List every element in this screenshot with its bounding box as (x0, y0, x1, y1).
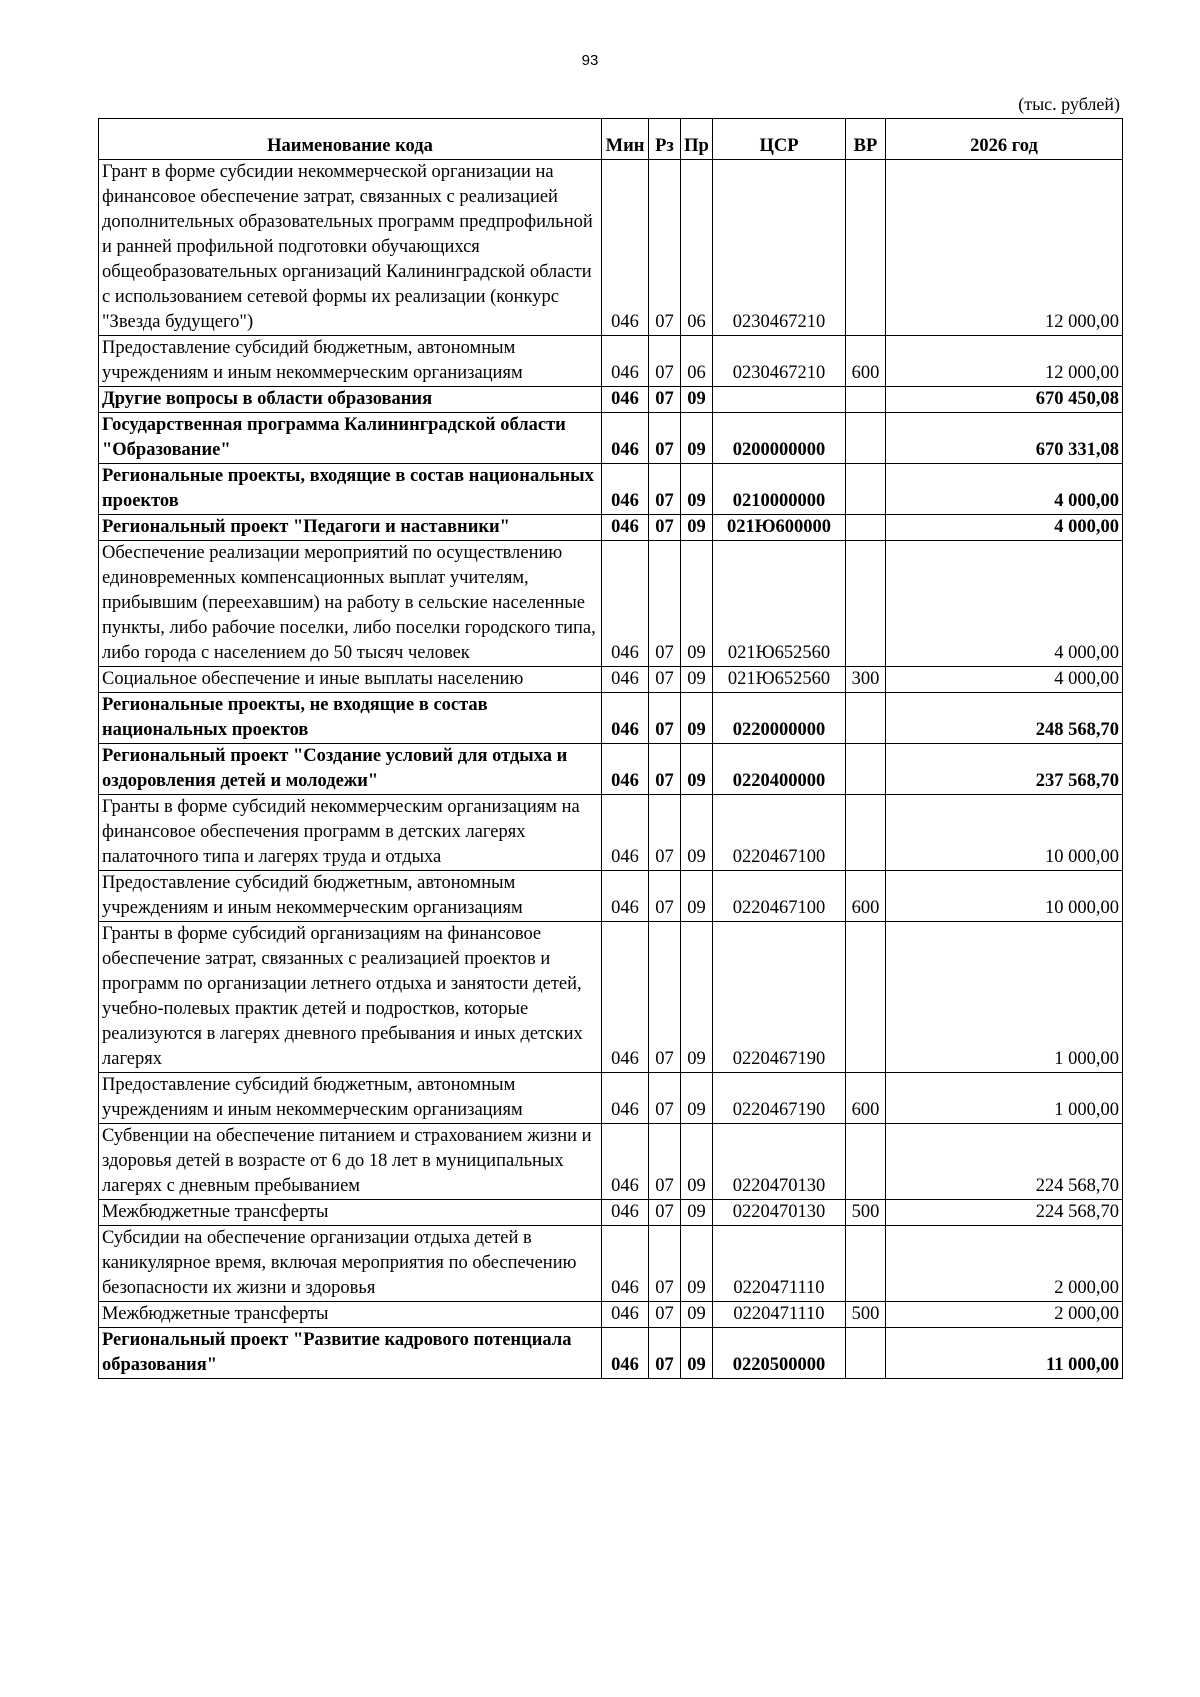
cell-rz: 07 (649, 1073, 681, 1124)
cell-vr (846, 1124, 886, 1200)
cell-pr: 09 (681, 1200, 713, 1226)
table-row (99, 464, 1123, 515)
cell-rz: 07 (649, 1124, 681, 1200)
cell-name: Социальное обеспечение и иные выплаты населению (99, 667, 602, 693)
cell-name: Предоставление субсидий бюджетным, автономным учреждениям и иным некоммерческим организациям (99, 336, 602, 387)
cell-name: Другие вопросы в области образования (99, 387, 602, 413)
cell-min: 046 (602, 336, 649, 387)
cell-min: 046 (602, 541, 649, 667)
cell-amount: 670 450,08 (886, 387, 1123, 413)
cell-min: 046 (602, 1200, 649, 1226)
cell-name: Региональные проекты, входящие в состав национальных проектов (99, 464, 602, 515)
cell-amount: 2 000,00 (886, 1302, 1123, 1328)
cell-pr: 09 (681, 413, 713, 464)
table-row (99, 693, 1123, 744)
cell-amount: 4 000,00 (886, 541, 1123, 667)
cell-vr: 500 (846, 1200, 886, 1226)
table-row (99, 1124, 1123, 1200)
cell-vr: 600 (846, 871, 886, 922)
cell-amount: 10 000,00 (886, 871, 1123, 922)
cell-name: Региональный проект "Педагоги и наставники" (99, 515, 602, 541)
cell-pr: 09 (681, 922, 713, 1073)
cell-amount: 11 000,00 (886, 1328, 1123, 1379)
cell-name: Предоставление субсидий бюджетным, автономным учреждениям и иным некоммерческим организациям (99, 1073, 602, 1124)
cell-csr: 0230467210 (713, 336, 846, 387)
cell-amount: 224 568,70 (886, 1200, 1123, 1226)
cell-csr: 0220470130 (713, 1124, 846, 1200)
cell-min: 046 (602, 871, 649, 922)
table-row (99, 871, 1123, 922)
cell-csr: 021Ю652560 (713, 541, 846, 667)
cell-name: Субсидии на обеспечение организации отдыха детей в каникулярное время, включая мероприятия по обеспечению безопасности их жизни и здоровья (99, 1226, 602, 1302)
cell-rz: 07 (649, 464, 681, 515)
cell-min: 046 (602, 1124, 649, 1200)
cell-amount: 237 568,70 (886, 744, 1123, 795)
cell-pr: 09 (681, 795, 713, 871)
cell-amount: 670 331,08 (886, 413, 1123, 464)
cell-csr: 0220000000 (713, 693, 846, 744)
cell-name: Государственная программа Калининградской области "Образование" (99, 413, 602, 464)
cell-pr: 09 (681, 667, 713, 693)
cell-csr: 0200000000 (713, 413, 846, 464)
cell-amount: 4 000,00 (886, 464, 1123, 515)
cell-csr: 0220471110 (713, 1226, 846, 1302)
cell-csr: 0220467100 (713, 795, 846, 871)
cell-name: Региональный проект "Развитие кадрового потенциала образования" (99, 1328, 602, 1379)
table-row (99, 515, 1123, 541)
cell-min: 046 (602, 464, 649, 515)
cell-amount: 1 000,00 (886, 1073, 1123, 1124)
cell-rz: 07 (649, 515, 681, 541)
cell-vr (846, 693, 886, 744)
cell-pr: 09 (681, 515, 713, 541)
cell-amount: 224 568,70 (886, 1124, 1123, 1200)
cell-rz: 07 (649, 744, 681, 795)
page-number: 93 (581, 52, 599, 69)
cell-vr: 600 (846, 1073, 886, 1124)
table-row (99, 1226, 1123, 1302)
cell-name: Грант в форме субсидии некоммерческой организации на финансовое обеспечение затрат, связанных с реализацией дополнительных образовательных программ предпрофильной и ранней профильной подготовки обучающихся общеобразовательных организаций Калининградской области с использованием сетевой формы их реализации (конкурс "Звезда будущего") (99, 160, 602, 336)
cell-amount: 1 000,00 (886, 922, 1123, 1073)
cell-name: Субвенции на обеспечение питанием и страхованием жизни и здоровья детей в возрасте от 6 до 18 лет в муниципальных лагерях с дневным пребыванием (99, 1124, 602, 1200)
cell-csr (713, 387, 846, 413)
cell-csr: 021Ю652560 (713, 667, 846, 693)
cell-rz: 07 (649, 1226, 681, 1302)
cell-name: Гранты в форме субсидий некоммерческим организациям на финансовое обеспечения программ в детских лагерях палаточного типа и лагерях труда и отдыха (99, 795, 602, 871)
cell-rz: 07 (649, 1302, 681, 1328)
cell-csr: 0220470130 (713, 1200, 846, 1226)
cell-rz: 07 (649, 922, 681, 1073)
cell-name: Межбюджетные трансферты (99, 1200, 602, 1226)
cell-vr: 500 (846, 1302, 886, 1328)
cell-rz: 07 (649, 387, 681, 413)
cell-csr: 0220500000 (713, 1328, 846, 1379)
cell-name: Региональные проекты, не входящие в состав национальных проектов (99, 693, 602, 744)
cell-rz: 07 (649, 336, 681, 387)
cell-pr: 09 (681, 1073, 713, 1124)
cell-vr (846, 541, 886, 667)
cell-vr (846, 744, 886, 795)
cell-min: 046 (602, 515, 649, 541)
cell-vr: 300 (846, 667, 886, 693)
cell-min: 046 (602, 1302, 649, 1328)
header-csr: ЦСР (713, 119, 846, 160)
cell-amount: 248 568,70 (886, 693, 1123, 744)
table-header-row (99, 119, 1123, 160)
cell-vr (846, 387, 886, 413)
cell-pr: 09 (681, 1328, 713, 1379)
cell-amount: 10 000,00 (886, 795, 1123, 871)
cell-amount: 12 000,00 (886, 336, 1123, 387)
table-row (99, 160, 1123, 336)
cell-amount: 4 000,00 (886, 515, 1123, 541)
cell-vr: 600 (846, 336, 886, 387)
units-label: (тыс. рублей) (1018, 94, 1120, 114)
cell-rz: 07 (649, 541, 681, 667)
cell-min: 046 (602, 693, 649, 744)
cell-vr (846, 464, 886, 515)
cell-pr: 09 (681, 1124, 713, 1200)
cell-vr (846, 795, 886, 871)
cell-vr (846, 1226, 886, 1302)
cell-pr: 06 (681, 160, 713, 336)
cell-rz: 07 (649, 160, 681, 336)
header-pr: Пр (681, 119, 713, 160)
table-row (99, 1200, 1123, 1226)
table-row (99, 795, 1123, 871)
cell-csr: 0220467190 (713, 922, 846, 1073)
table-row (99, 413, 1123, 464)
cell-min: 046 (602, 922, 649, 1073)
table-row (99, 667, 1123, 693)
cell-vr (846, 1328, 886, 1379)
table-row (99, 541, 1123, 667)
table-row (99, 1302, 1123, 1328)
cell-name: Межбюджетные трансферты (99, 1302, 602, 1328)
cell-pr: 09 (681, 464, 713, 515)
cell-amount: 4 000,00 (886, 667, 1123, 693)
cell-amount: 12 000,00 (886, 160, 1123, 336)
cell-name: Региональный проект "Создание условий для отдыха и оздоровления детей и молодежи" (99, 744, 602, 795)
cell-pr: 09 (681, 871, 713, 922)
cell-csr: 0220467100 (713, 871, 846, 922)
cell-csr: 021Ю600000 (713, 515, 846, 541)
header-amount: 2026 год (886, 119, 1123, 160)
cell-pr: 09 (681, 693, 713, 744)
cell-amount: 2 000,00 (886, 1226, 1123, 1302)
cell-pr: 09 (681, 387, 713, 413)
cell-csr: 0210000000 (713, 464, 846, 515)
cell-name: Обеспечение реализации мероприятий по осуществлению единовременных компенсационных выплат учителям, прибывшим (переехавшим) на работу в сельские населенные пункты, либо рабочие поселки, либо поселки городского типа, либо города с населением до 50 тысяч человек (99, 541, 602, 667)
cell-min: 046 (602, 413, 649, 464)
table-row (99, 922, 1123, 1073)
cell-min: 046 (602, 1073, 649, 1124)
table-row (99, 387, 1123, 413)
cell-rz: 07 (649, 693, 681, 744)
table-row (99, 1073, 1123, 1124)
cell-rz: 07 (649, 413, 681, 464)
cell-name: Гранты в форме субсидий организациям на финансовое обеспечение затрат, связанных с реализацией проектов и программ по организации летнего отдыха и занятости детей, учебно-полевых практик детей и подростков, которые реализуются в лагерях дневного пребывания и иных детских лагерях (99, 922, 602, 1073)
cell-vr (846, 160, 886, 336)
header-name: Наименование кода (99, 119, 602, 160)
cell-pr: 09 (681, 541, 713, 667)
cell-min: 046 (602, 744, 649, 795)
cell-pr: 09 (681, 744, 713, 795)
cell-min: 046 (602, 1328, 649, 1379)
header-rz: Рз (649, 119, 681, 160)
table-row (99, 1328, 1123, 1379)
cell-vr (846, 413, 886, 464)
cell-min: 046 (602, 1226, 649, 1302)
cell-csr: 0220471110 (713, 1302, 846, 1328)
cell-rz: 07 (649, 871, 681, 922)
header-vr: ВР (846, 119, 886, 160)
cell-vr (846, 515, 886, 541)
table-body (99, 160, 1123, 1379)
cell-rz: 07 (649, 667, 681, 693)
cell-min: 046 (602, 667, 649, 693)
cell-vr (846, 922, 886, 1073)
header-min: Мин (602, 119, 649, 160)
cell-min: 046 (602, 795, 649, 871)
cell-min: 046 (602, 160, 649, 336)
cell-rz: 07 (649, 1200, 681, 1226)
cell-pr: 09 (681, 1302, 713, 1328)
cell-min: 046 (602, 387, 649, 413)
table-row (99, 744, 1123, 795)
cell-rz: 07 (649, 1328, 681, 1379)
cell-csr: 0230467210 (713, 160, 846, 336)
table-row (99, 336, 1123, 387)
cell-csr: 0220467190 (713, 1073, 846, 1124)
cell-rz: 07 (649, 795, 681, 871)
cell-csr: 0220400000 (713, 744, 846, 795)
cell-pr: 09 (681, 1226, 713, 1302)
cell-pr: 06 (681, 336, 713, 387)
budget-table (98, 118, 1123, 1379)
cell-name: Предоставление субсидий бюджетным, автономным учреждениям и иным некоммерческим организациям (99, 871, 602, 922)
